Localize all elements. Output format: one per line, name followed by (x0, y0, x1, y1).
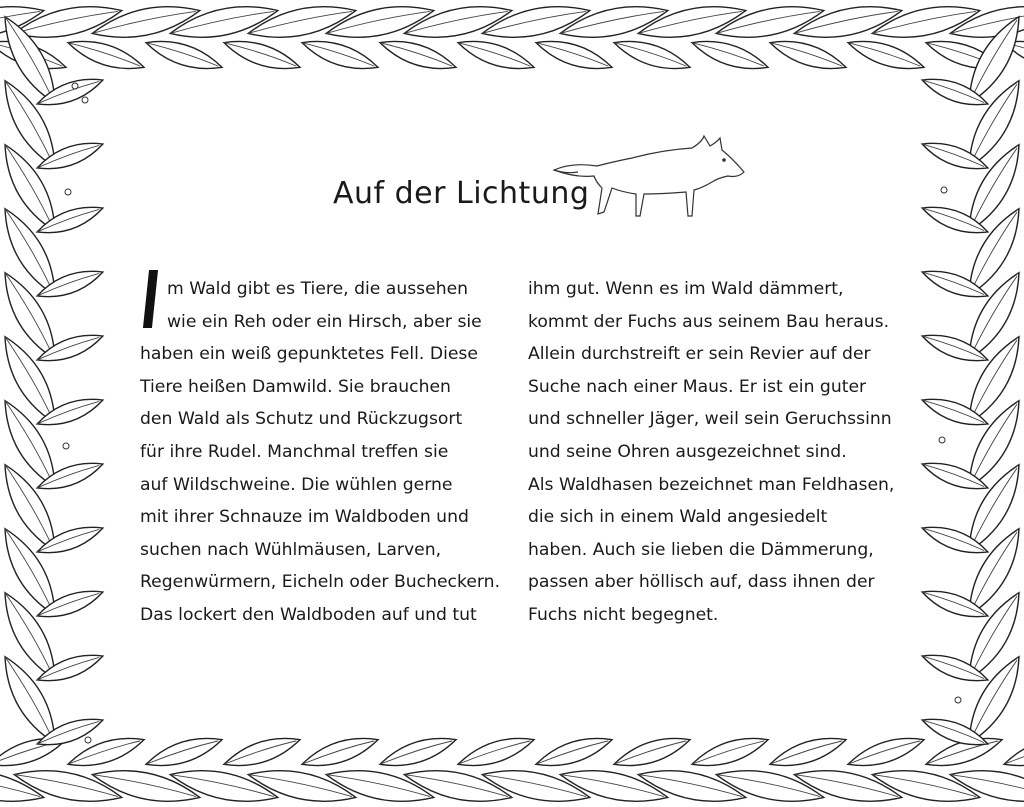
leaf-icon (611, 730, 693, 774)
text-line: Als Waldhasen bezeichnet man Feldhasen, (528, 474, 895, 495)
page-title: Auf der Lichtung (333, 176, 590, 211)
dot-ornament (941, 187, 947, 193)
leaf-icon (377, 33, 459, 77)
leaf-icon (143, 33, 225, 77)
leaf-icon (221, 33, 303, 77)
text-line: m Wald gibt es Tiere, die aussehen (167, 279, 469, 299)
dot-ornament (85, 737, 91, 743)
text-line: Das lockert den Waldboden auf und tut (140, 604, 477, 625)
leaf-icon (455, 33, 537, 77)
dot-ornament (939, 437, 945, 443)
text-line: haben. Auch sie lieben die Dämmerung, (528, 539, 874, 560)
leaf-icon (377, 730, 459, 774)
text-line: den Wald als Schutz und Rückzugsort (140, 409, 463, 430)
leaf-icon (767, 33, 849, 77)
leaf-icon (299, 730, 381, 774)
text-line: und schneller Jäger, weil sein Geruchssinn (528, 409, 892, 430)
leaf-icon (143, 730, 225, 774)
text-column-left (140, 273, 500, 632)
leaf-icon (65, 33, 147, 77)
dot-ornament (955, 697, 961, 703)
text-line: für ihre Rudel. Manchmal treffen sie (140, 441, 449, 462)
text-line: suchen nach Wühlmäusen, Larven, (140, 539, 442, 560)
text-line: Suche nach einer Maus. Er ist ein guter (528, 376, 867, 397)
text-column-right (528, 273, 894, 632)
dot-ornament (82, 97, 88, 103)
text-line: Regenwürmern, Eicheln oder Bucheckern. (140, 572, 501, 593)
text-line: haben ein weiß gepunktetes Fell. Diese (140, 344, 478, 365)
leaf-icon (221, 730, 303, 774)
text-line: die sich in einem Wald angesiedelt (528, 507, 828, 528)
leaf-icon (455, 730, 537, 774)
text-line: passen aber höllisch auf, dass ihnen der (528, 572, 875, 593)
text-line: mit ihrer Schnauze im Waldboden und (140, 507, 469, 528)
leaf-icon (845, 33, 927, 77)
leaf-icon (533, 730, 615, 774)
text-line: ihm gut. Wenn es im Wald dämmert, (528, 279, 844, 299)
text-line: wie ein Reh oder ein Hirsch, aber sie (167, 311, 482, 332)
leaf-icon (533, 33, 615, 77)
leaf-icon (689, 33, 771, 77)
leaf-icon (1001, 730, 1024, 774)
text-line: und seine Ohren ausgezeichnet sind. (528, 441, 847, 462)
text-line: Fuchs nicht begegnet. (528, 604, 719, 625)
fox-icon (552, 132, 754, 222)
text-line: Allein durchstreift er sein Revier auf der (528, 344, 871, 365)
leaf-icon (611, 33, 693, 77)
leaf-icon (845, 730, 927, 774)
leaf-icon (299, 33, 381, 77)
text-line: Tiere heißen Damwild. Sie brauchen (140, 376, 451, 397)
text-line: kommt der Fuchs aus seinem Bau heraus. (528, 311, 890, 332)
dot-ornament (65, 189, 71, 195)
leaf-icon (767, 730, 849, 774)
leaf-icon (689, 730, 771, 774)
text-line: auf Wildschweine. Die wühlen gerne (140, 474, 453, 495)
dot-ornament (63, 443, 69, 449)
